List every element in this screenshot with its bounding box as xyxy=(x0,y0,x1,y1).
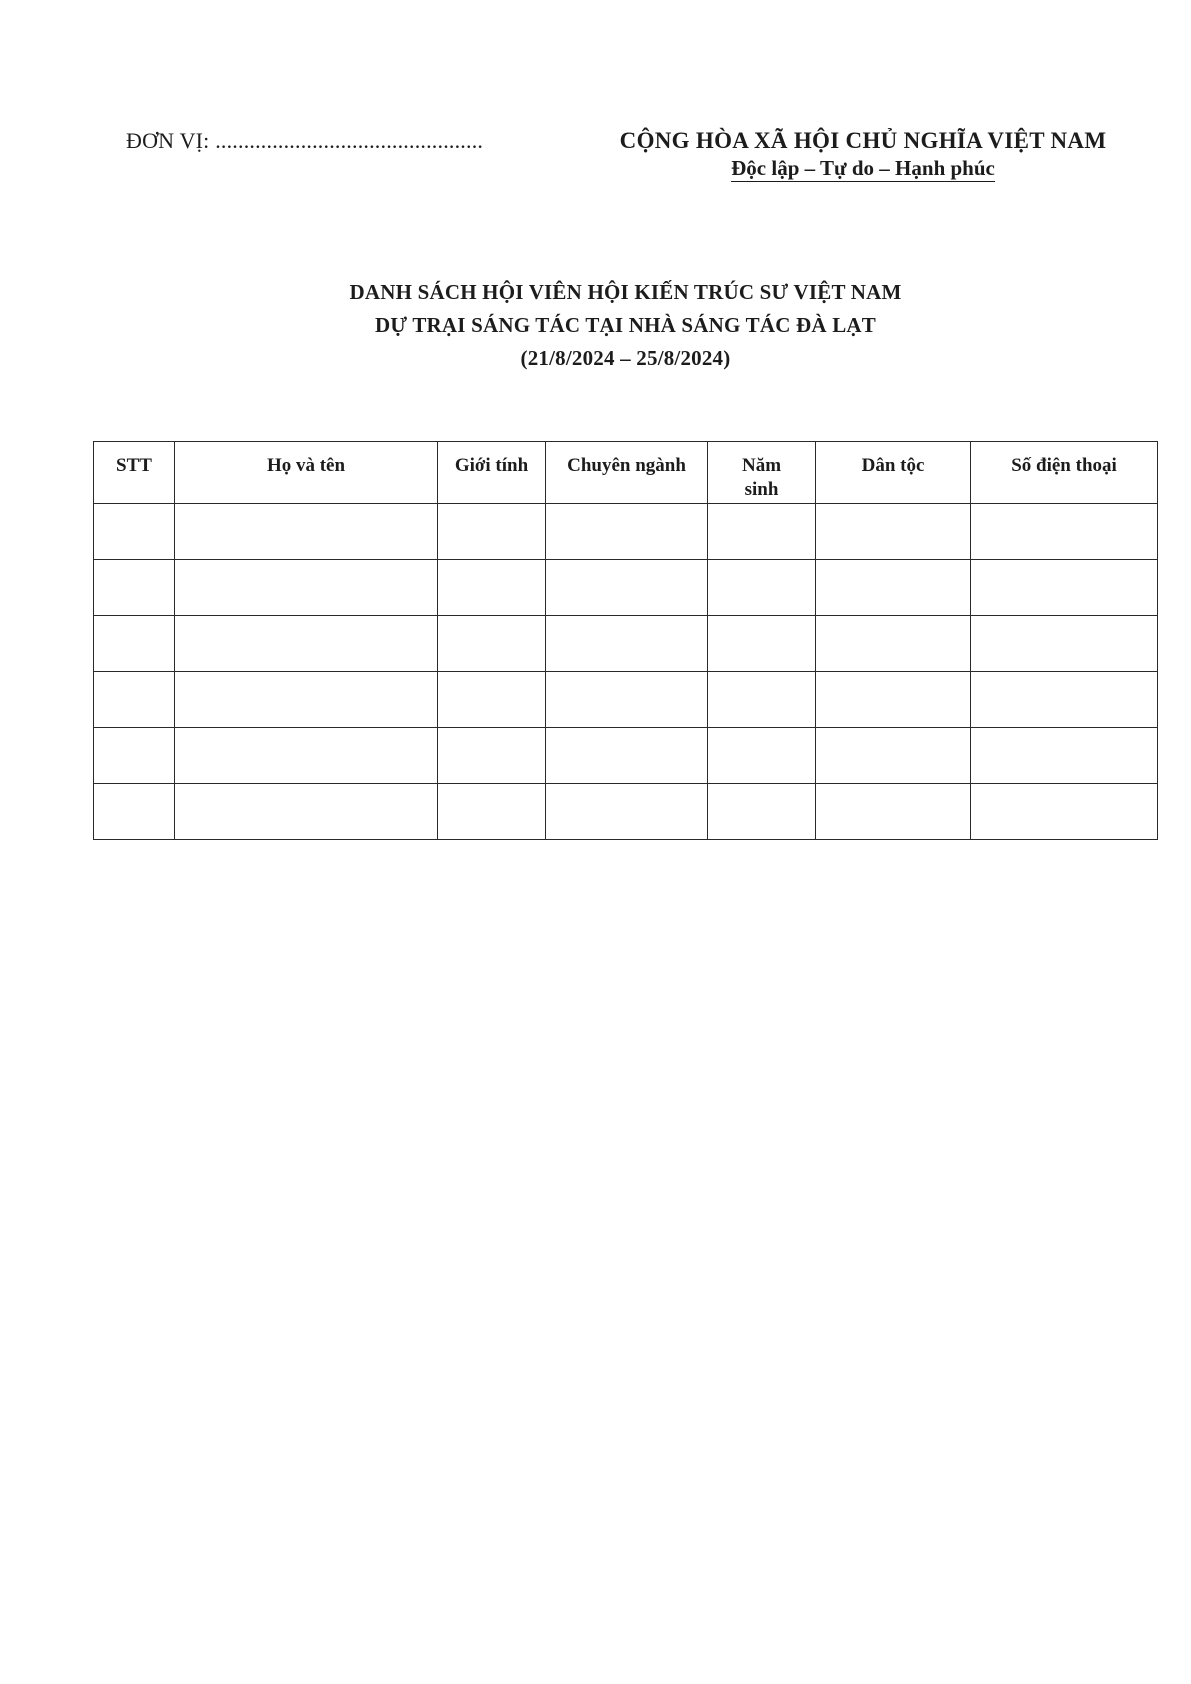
date-range: (21/8/2024 – 25/8/2024) xyxy=(520,346,731,370)
document-title-block xyxy=(0,276,1191,375)
table-cell[interactable] xyxy=(816,560,971,616)
column-header-birth-year: Năm sinh xyxy=(708,442,816,504)
table-cell[interactable] xyxy=(708,560,816,616)
table-row xyxy=(94,504,1158,560)
table-cell[interactable] xyxy=(971,728,1158,784)
table-cell[interactable] xyxy=(94,616,175,672)
table-row xyxy=(94,616,1158,672)
table-cell[interactable] xyxy=(971,560,1158,616)
table-cell[interactable] xyxy=(546,560,708,616)
title-line-1: DANH SÁCH HỘI VIÊN HỘI KIẾN TRÚC SƯ VIỆT NAM xyxy=(349,280,902,304)
table-cell[interactable] xyxy=(438,728,546,784)
column-header-phone: Số điện thoại xyxy=(971,442,1158,504)
table-cell[interactable] xyxy=(708,504,816,560)
table-cell[interactable] xyxy=(175,560,438,616)
column-header-ethnicity: Dân tộc xyxy=(816,442,971,504)
table-cell[interactable] xyxy=(816,616,971,672)
unit-field-label: ĐƠN VỊ: ............................................... xyxy=(126,128,484,153)
table-cell[interactable] xyxy=(708,728,816,784)
table-cell[interactable] xyxy=(708,784,816,840)
table-header-row xyxy=(94,442,1158,504)
table-cell[interactable] xyxy=(816,784,971,840)
table-cell[interactable] xyxy=(175,728,438,784)
column-header-full-name: Họ và tên xyxy=(175,442,438,504)
table-cell[interactable] xyxy=(546,616,708,672)
table-row xyxy=(94,672,1158,728)
column-header-gender: Giới tính xyxy=(438,442,546,504)
table-cell[interactable] xyxy=(816,728,971,784)
table-cell[interactable] xyxy=(546,728,708,784)
table-cell[interactable] xyxy=(816,672,971,728)
nation-title: CỘNG HÒA XÃ HỘI CHỦ NGHĨA VIỆT NAM xyxy=(619,128,1107,153)
table-cell[interactable] xyxy=(971,672,1158,728)
table-cell[interactable] xyxy=(816,504,971,560)
table-cell[interactable] xyxy=(708,672,816,728)
motto: Độc lập – Tự do – Hạnh phúc xyxy=(731,156,995,180)
table-cell[interactable] xyxy=(971,504,1158,560)
member-roster-table xyxy=(93,441,1158,840)
table-cell[interactable] xyxy=(438,504,546,560)
table-cell[interactable] xyxy=(546,672,708,728)
table-cell[interactable] xyxy=(438,560,546,616)
table-cell[interactable] xyxy=(175,784,438,840)
table-cell[interactable] xyxy=(175,672,438,728)
motto-line xyxy=(560,156,1166,181)
table-row xyxy=(94,728,1158,784)
table-cell[interactable] xyxy=(546,784,708,840)
column-header-specialty: Chuyên ngành xyxy=(546,442,708,504)
table-cell[interactable] xyxy=(546,504,708,560)
table-cell[interactable] xyxy=(94,728,175,784)
table-cell[interactable] xyxy=(94,504,175,560)
table-cell[interactable] xyxy=(175,504,438,560)
table-cell[interactable] xyxy=(438,616,546,672)
column-header-stt: STT xyxy=(94,442,175,504)
table-cell[interactable] xyxy=(438,672,546,728)
table-cell[interactable] xyxy=(94,672,175,728)
title-line-2: DỰ TRẠI SÁNG TÁC TẠI NHÀ SÁNG TÁC ĐÀ LẠT xyxy=(374,313,876,337)
table-cell[interactable] xyxy=(175,616,438,672)
table-cell[interactable] xyxy=(971,784,1158,840)
table-cell[interactable] xyxy=(971,616,1158,672)
table-cell[interactable] xyxy=(94,784,175,840)
table-row xyxy=(94,560,1158,616)
table-cell[interactable] xyxy=(708,616,816,672)
national-heading xyxy=(560,128,1166,181)
table-cell[interactable] xyxy=(94,560,175,616)
table-row xyxy=(94,784,1158,840)
table-cell[interactable] xyxy=(438,784,546,840)
